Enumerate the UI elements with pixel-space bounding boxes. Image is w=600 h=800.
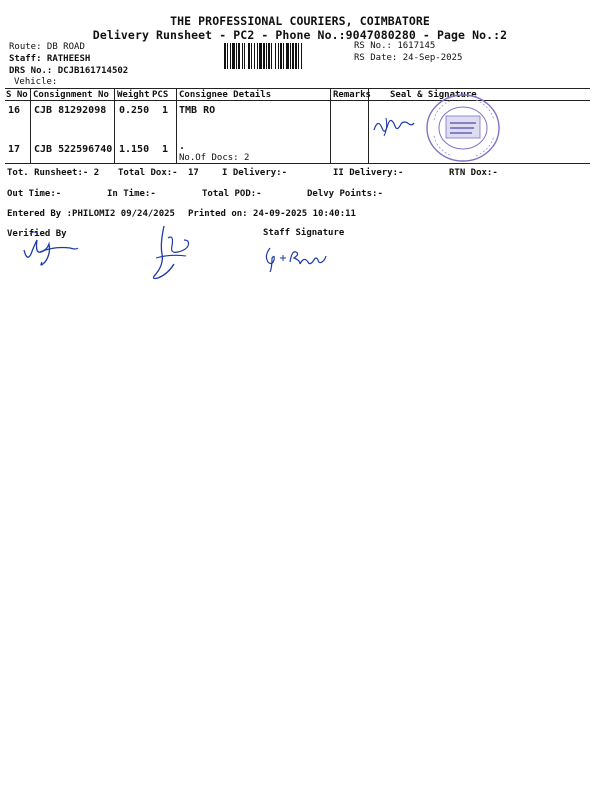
total-dox-value: 17 (188, 168, 199, 178)
row-consignee: TMB RO (179, 105, 216, 116)
col-header-sno: S No (6, 90, 28, 100)
row-sno: 17 (8, 144, 21, 155)
ii-delivery: II Delivery:- (333, 168, 404, 178)
col-header-consignment: Consignment No (33, 90, 109, 100)
row-sno: 16 (8, 105, 21, 116)
barcode (224, 43, 349, 69)
total-pod: Total POD:- (202, 189, 262, 199)
seal-stamp (424, 92, 502, 164)
entered-by: Entered By :PHILOMI2 09/24/2025 (7, 209, 175, 219)
tot-runsheet: Tot. Runsheet:- 2 (7, 168, 100, 178)
table-bottom-border (5, 163, 590, 164)
i-delivery: I Delivery:- (222, 168, 288, 178)
staff-signature-label: Staff Signature (263, 228, 345, 238)
col-header-weight: Weight (117, 90, 150, 100)
col-header-remarks: Remarks (333, 90, 371, 100)
row-consignment-no: CJB 81292098 (34, 105, 107, 116)
verified-by-label: Verified By (7, 229, 67, 239)
table-header-border (5, 100, 590, 101)
col-header-pcs: PCS (152, 90, 169, 100)
row-consignee: . (179, 141, 186, 152)
row-pcs: 1 (162, 144, 169, 155)
route-label: Route: DB ROAD (9, 42, 85, 52)
drs-number: DRS No.: DCJB161714502 (9, 66, 129, 76)
col-divider (330, 88, 331, 163)
col-divider (114, 88, 115, 163)
row-consignment-no: CJB 522596740 (34, 144, 113, 155)
in-time: In Time:- (107, 189, 156, 199)
rs-date: RS Date: 24-Sep-2025 (354, 53, 463, 63)
rs-number: RS No.: 1617145 (354, 41, 436, 51)
col-header-consignee: Consignee Details (179, 90, 272, 100)
out-time: Out Time:- (7, 189, 62, 199)
staff-handwritten-name (262, 244, 332, 272)
row-weight: 1.150 (119, 144, 150, 155)
rtn-dox: RTN Dox:- (449, 168, 498, 178)
receiver-signature (372, 114, 416, 138)
row-pcs: 1 (162, 105, 169, 116)
col-header-seal-signature: Seal & Signature (390, 90, 477, 100)
staff-label: Staff: RATHEESH (9, 54, 91, 64)
row-doc-count: No.Of Docs: 2 (179, 153, 250, 163)
staff-signature-mark (146, 222, 198, 282)
runsheet-title: Delivery Runsheet - PC2 - Phone No.:9047080280 - Page No.:2 (92, 28, 508, 42)
verifier-signature (20, 228, 80, 266)
vehicle-label: Vehicle: (14, 77, 58, 87)
delvy-points: Delvy Points:- (307, 189, 383, 199)
table-top-border (5, 88, 590, 89)
printed-on: Printed on: 24-09-2025 10:40:11 (188, 209, 356, 219)
company-name: THE PROFESSIONAL COURIERS, COIMBATORE (170, 14, 430, 28)
col-divider (30, 88, 31, 163)
total-dox-label: Total Dox:- (118, 168, 178, 178)
row-weight: 0.250 (119, 105, 150, 116)
col-divider (176, 88, 177, 163)
